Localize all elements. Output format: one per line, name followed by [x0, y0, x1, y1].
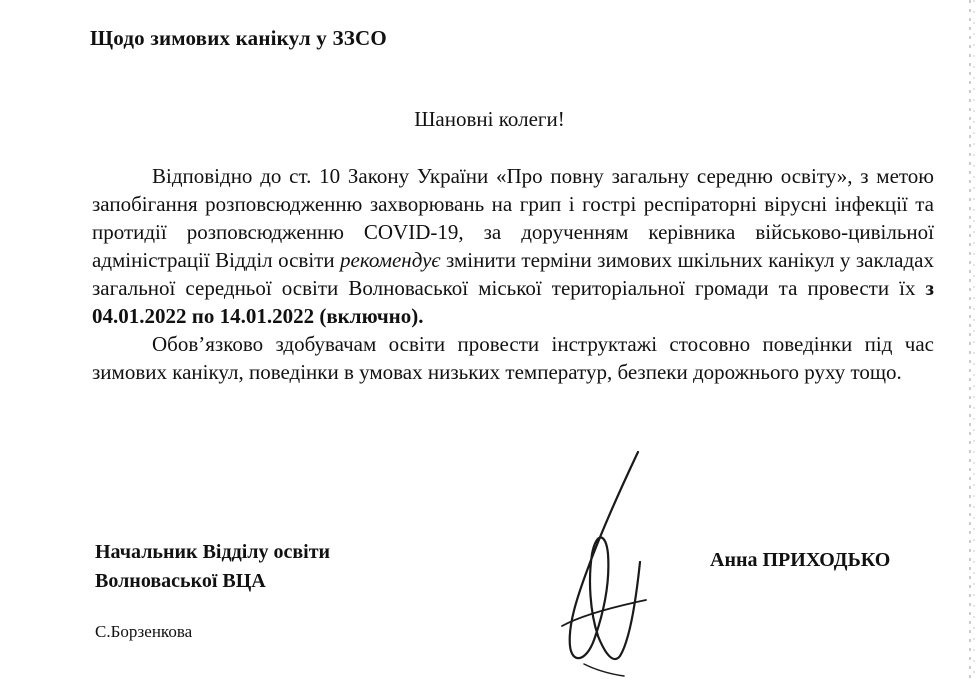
signer-title-line-2: Волноваської ВЦА [95, 570, 266, 592]
greeting: Шановні колеги! [414, 107, 565, 131]
executor-name: С.Борзенкова [95, 622, 193, 641]
paragraph-1-end: . [418, 304, 424, 328]
paragraph-1-text-b: змінити терміни зимових шкільних канікул у закладах загальної середньої освіти Волноваської міської територіальної громади та провести їх [92, 248, 934, 300]
paragraph-1-text-a: Відповідно до ст. 10 Закону України «Про повну загальну середню освіту», з метою запобігання розповсюдженню захворювань на грип і гострі респіраторні вірусні інфекції та протидії розповсюдженню COVID-19, за дорученням керівника військово-цивільної адміністрації Відділ освіти [92, 164, 934, 272]
signer-title-line-1: Начальник Відділу освіти [95, 541, 331, 563]
page-edge-scan-marks [960, 0, 979, 679]
paragraph-1 [92, 162, 934, 330]
handwritten-signature [550, 450, 660, 679]
signer-title [95, 538, 330, 596]
paragraph-1-emphasis: рекомендує [340, 248, 441, 272]
document-subject: Щодо зимових канікул у ЗЗСО [90, 26, 387, 50]
paragraph-2: Обов’язково здобувачам освіти провести інструктажі стосовно поведінки під час зимових канікул, поведінки в умовах низьких температур, безпеки дорожнього руху тощо. [92, 332, 934, 384]
holiday-dates: з 04.01.2022 по 14.01.2022 (включно) [92, 276, 934, 328]
document-body [92, 162, 934, 386]
signer-name: Анна ПРИХОДЬКО [710, 549, 891, 571]
